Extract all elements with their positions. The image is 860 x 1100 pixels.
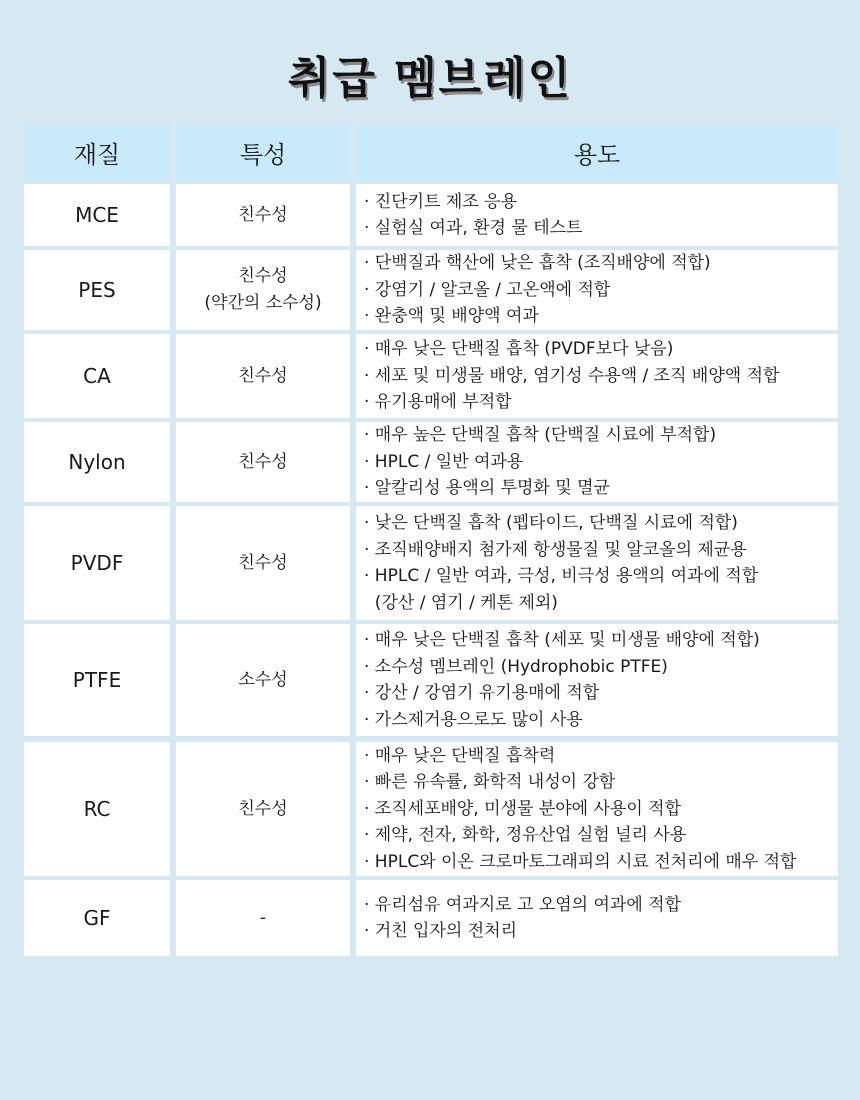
header-property: 특성	[176, 124, 350, 180]
material-cell: Nylon	[24, 422, 170, 502]
table-row	[24, 184, 838, 246]
usage-cell	[356, 422, 838, 502]
table-row	[24, 334, 838, 418]
usage-line: · 조직배양배지 첨가제 항생물질 및 알코올의 제균용	[364, 539, 747, 560]
usage-line: · 실험실 여과, 환경 물 테스트	[364, 218, 583, 238]
page-title: 취급 멤브레인	[287, 53, 573, 104]
usage-cell	[356, 250, 838, 330]
header-usage: 용도	[356, 124, 838, 180]
usage-line: · 낮은 단백질 흡착 (펩타이드, 단백질 시료에 적합)	[364, 513, 738, 533]
property-line: 친수성	[238, 266, 288, 286]
usage-line: · 유리섬유 여과지로 고 오염의 여과에 적합	[364, 894, 682, 915]
property-cell	[176, 250, 350, 330]
usage-line: · 강염기 / 알코올 / 고온액에 적합	[364, 279, 611, 300]
material-cell: MCE	[24, 184, 170, 246]
table-row	[24, 880, 838, 956]
table-row	[24, 250, 838, 330]
property-cell	[176, 624, 350, 736]
usage-line: · 단백질과 핵산에 낮은 흡착 (조직배양에 적합)	[364, 253, 711, 274]
usage-line: · 완충액 및 배양액 여과	[364, 306, 539, 327]
material-cell: PTFE	[24, 624, 170, 736]
usage-cell	[356, 880, 838, 956]
property-cell	[176, 184, 350, 246]
property-cell	[176, 334, 350, 418]
material-cell: PVDF	[24, 506, 170, 620]
property-line: (약간의 소수성)	[204, 293, 322, 313]
material-cell: GF	[24, 880, 170, 956]
table-body	[24, 184, 838, 956]
usage-line: · 매우 높은 단백질 흡착 (단백질 시료에 부적합)	[364, 425, 717, 446]
table-row	[24, 624, 838, 736]
property-line: 친수성	[238, 552, 288, 573]
material-cell: RC	[24, 742, 170, 876]
usage-line: · 유기용매에 부적합	[364, 392, 512, 413]
usage-line: · 매우 낮은 단백질 흡착 (PVDF보다 낮음)	[364, 339, 674, 360]
material-cell: PES	[24, 250, 170, 330]
property-line: 소수성	[238, 669, 288, 690]
property-line: 친수성	[238, 204, 288, 225]
table-row	[24, 422, 838, 502]
table-header	[24, 124, 838, 180]
usage-cell	[356, 334, 838, 418]
usage-line: · HPLC / 일반 여과용	[364, 451, 524, 472]
property-line: 친수성	[238, 798, 288, 819]
usage-line: · 강산 / 강염기 유기용매에 적합	[364, 683, 600, 703]
usage-cell	[356, 742, 838, 876]
usage-cell	[356, 184, 838, 246]
property-cell	[176, 742, 350, 876]
table-row	[24, 742, 838, 876]
usage-line: · 조직세포배양, 미생물 분야에 사용이 적합	[364, 798, 682, 819]
usage-line: · 거친 입자의 전처리	[364, 921, 517, 941]
usage-line: · 세포 및 미생물 배양, 염기성 수용액 / 조직 배양액 적합	[364, 365, 780, 386]
usage-line: · 소수성 멤브레인 (Hydrophobic PTFE)	[364, 656, 668, 677]
usage-line: · 제약, 전자, 화학, 정유산업 실험 널리 사용	[364, 825, 687, 846]
usage-cell	[356, 624, 838, 736]
property-line: 친수성	[238, 451, 288, 472]
usage-line: · HPLC와 이온 크로마토그래피의 시료 전처리에 매우 적합	[364, 851, 797, 872]
usage-line: (강산 / 염기 / 케톤 제외)	[364, 592, 558, 613]
usage-line: · 진단키트 제조 응용	[364, 191, 517, 212]
usage-cell	[356, 506, 838, 620]
usage-line: · 매우 낮은 단백질 흡착 (세포 및 미생물 배양에 적합)	[364, 630, 760, 650]
property-line: 친수성	[238, 365, 288, 386]
header-material: 재질	[24, 124, 170, 180]
property-cell	[176, 506, 350, 620]
usage-line: · 빠른 유속률, 화학적 내성이 강함	[364, 772, 616, 793]
property-line: -	[259, 907, 267, 928]
material-cell: CA	[24, 334, 170, 418]
usage-line: · 가스제거용으로도 많이 사용	[364, 709, 583, 730]
property-cell	[176, 422, 350, 502]
table-row	[24, 506, 838, 620]
property-cell	[176, 880, 350, 956]
usage-line: · HPLC / 일반 여과, 극성, 비극성 용액의 여과에 적합	[364, 566, 759, 586]
usage-line: · 알칼리성 용액의 투명화 및 멸균	[364, 478, 610, 499]
membrane-table	[24, 124, 838, 960]
usage-line: · 매우 낮은 단백질 흡착력	[364, 745, 556, 766]
